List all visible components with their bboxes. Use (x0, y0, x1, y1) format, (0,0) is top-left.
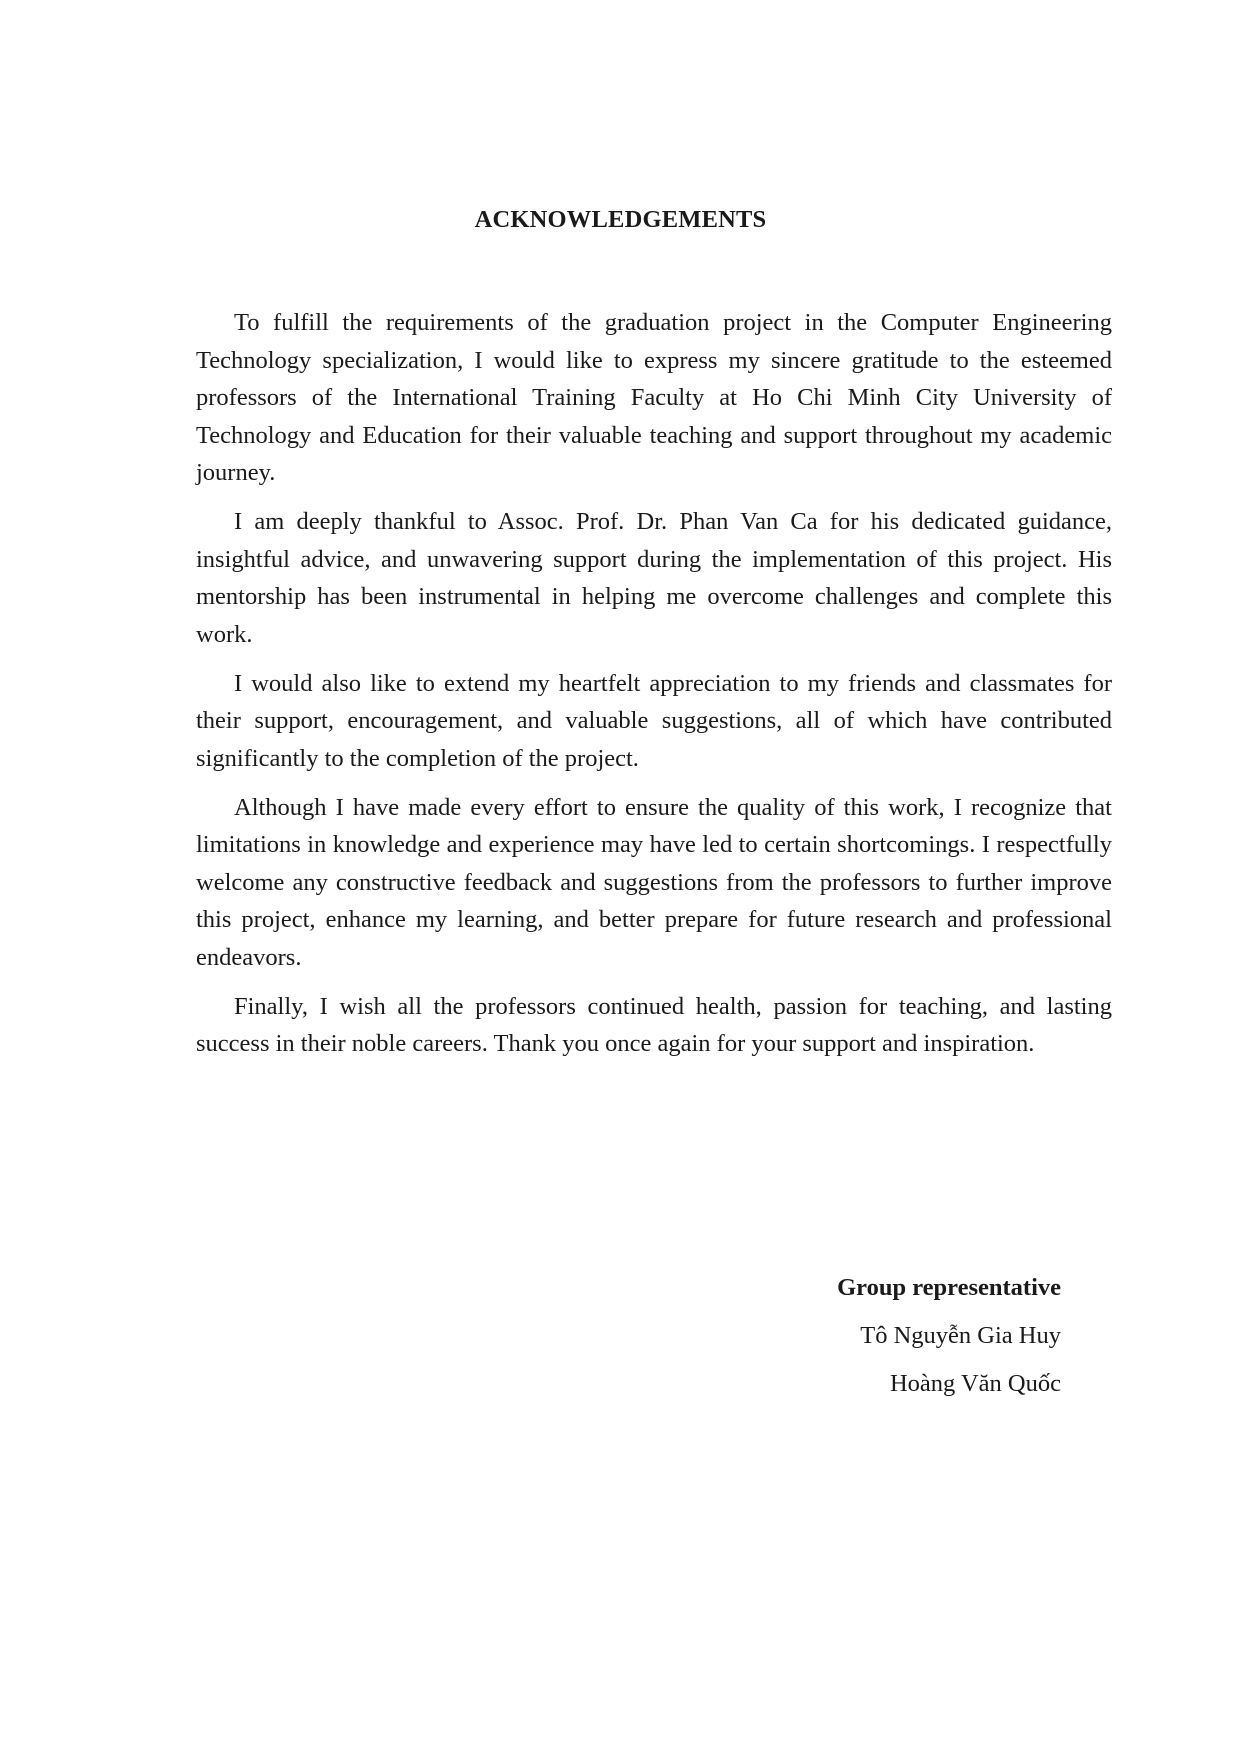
acknowledgement-body (196, 304, 1112, 1074)
page-title: ACKNOWLEDGEMENTS (474, 206, 767, 233)
paragraph-feedback: Although I have made every effort to ensure the quality of this work, I recognize that limitations in knowledge and experience may have led to certain shortcomings. I respectfully welcome any constructive feedback and suggestions from the professors to further improve this project, enhance my learning, and better prepare for future research and professional endeavors. (196, 793, 1112, 971)
paragraph-friends-thanks: I would also like to extend my heartfelt appreciation to my friends and classmates for their support, encouragement, and valuable suggestions, all of which have contributed significantly to the completion of the project. (196, 669, 1112, 772)
signature-name-2: Hoàng Văn Quốc (889, 1370, 1061, 1397)
signature-block (837, 1264, 1061, 1408)
paragraph-advisor-thanks: I am deeply thankful to Assoc. Prof. Dr. Phan Van Ca for his dedicated guidance, insightful advice, and unwavering support during the implementation of this project. His mentorship has been instrumental in helping me overcome challenges and complete this work. (196, 508, 1112, 648)
paragraph-closing: Finally, I wish all the professors continued health, passion for teaching, and lasting success in their noble careers. Thank you once again for your support and inspiration. (196, 992, 1112, 1057)
paragraph-requirements: To fulfill the requirements of the graduation project in the Computer Engineering Technology specialization, I would like to express my sincere gratitude to the esteemed professors of the International Training Faculty at Ho Chi Minh City University of Technology and Education for their valuable teaching and support throughout my academic journey. (196, 309, 1112, 486)
signature-name-1: Tô Nguyễn Gia Huy (860, 1322, 1061, 1349)
signature-title: Group representative (837, 1274, 1061, 1301)
